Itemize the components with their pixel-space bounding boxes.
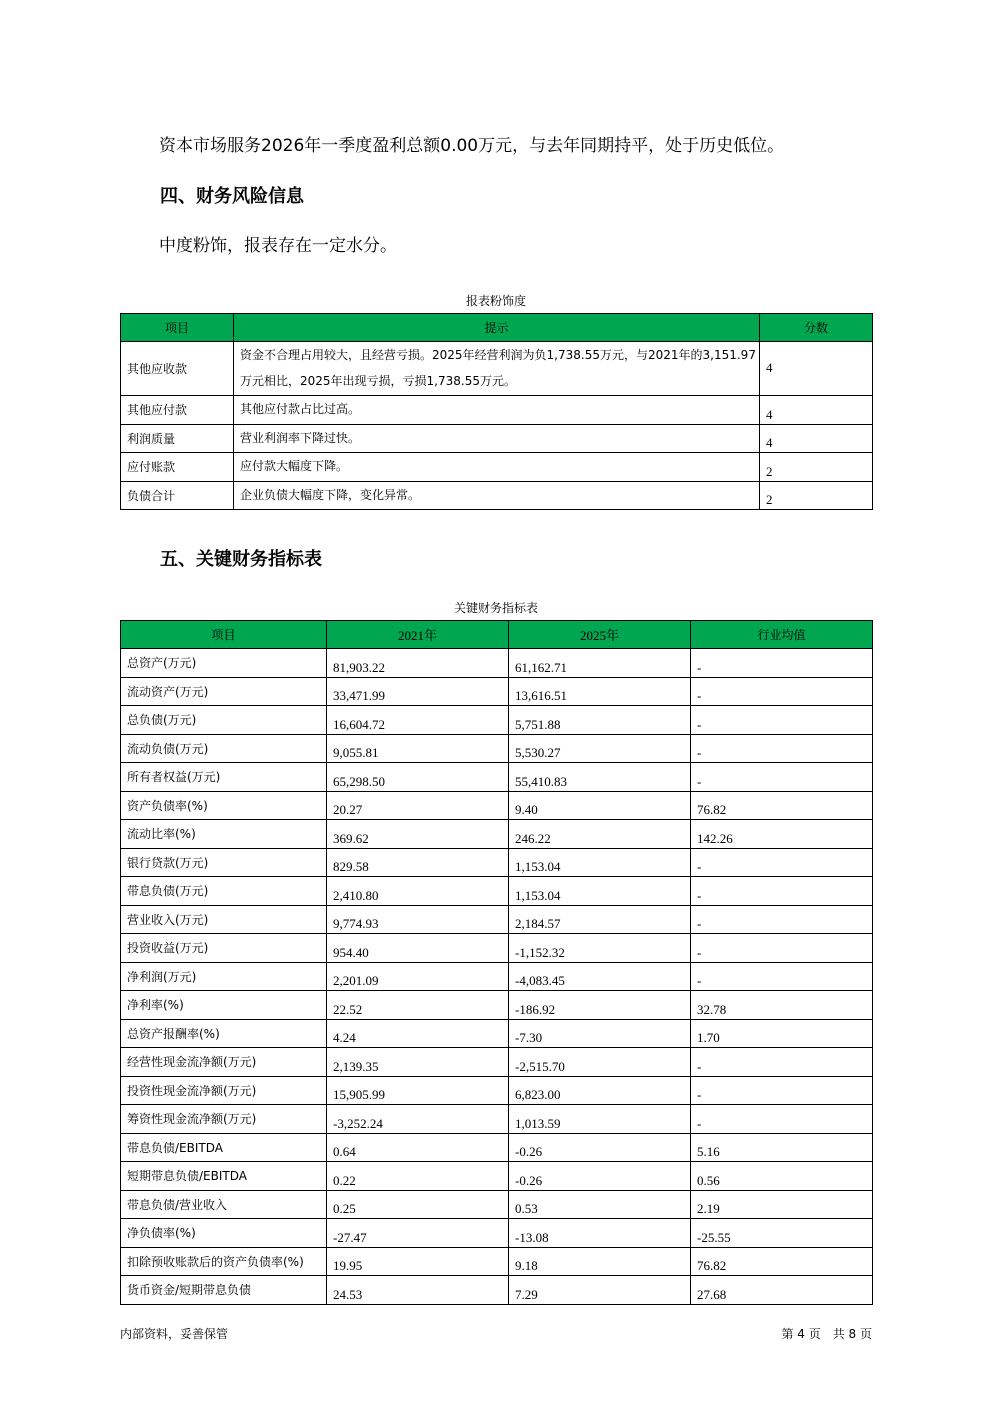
indicator-value-2025: -0.26 — [509, 1162, 691, 1191]
table-row — [121, 1219, 873, 1248]
table-row — [121, 991, 873, 1020]
indicator-value-2025: 5,751.88 — [509, 706, 691, 735]
indicator-value-2025: 61,162.71 — [509, 649, 691, 678]
indicator-value-2025: 7.29 — [509, 1276, 691, 1305]
indicator-industry-avg: 5.16 — [691, 1133, 873, 1162]
indicator-industry-avg: 76.82 — [691, 791, 873, 820]
table-row — [121, 1190, 873, 1219]
table-row — [121, 877, 873, 906]
indicator-item: 带息负债(万元) — [121, 877, 327, 906]
indicator-item: 流动负债(万元) — [121, 734, 327, 763]
indicator-item: 资产负债率(%) — [121, 791, 327, 820]
indicator-industry-avg: - — [691, 734, 873, 763]
indicator-item: 净负债率(%) — [121, 1219, 327, 1248]
table-row — [121, 734, 873, 763]
section-5-heading: 五、关键财务指标表 — [160, 549, 322, 570]
indicator-value-2025: -7.30 — [509, 1019, 691, 1048]
indicator-industry-avg: - — [691, 848, 873, 877]
table-row — [121, 1276, 873, 1305]
indicator-item: 总负债(万元) — [121, 706, 327, 735]
indicator-value-2021: 0.64 — [327, 1133, 509, 1162]
indicator-item: 投资性现金流净额(万元) — [121, 1076, 327, 1105]
indicator-value-2021: 829.58 — [327, 848, 509, 877]
indicator-value-2025: 9.18 — [509, 1247, 691, 1276]
risk-item: 其他应收款 — [121, 342, 234, 396]
indicator-industry-avg: - — [691, 1048, 873, 1077]
indicator-value-2021: 9,055.81 — [327, 734, 509, 763]
risk-hint: 营业利润率下降过快。 — [234, 424, 760, 453]
risk-score: 2 — [760, 453, 873, 482]
indicator-value-2025: 55,410.83 — [509, 763, 691, 792]
table-row — [121, 1076, 873, 1105]
indicator-value-2021: 2,410.80 — [327, 877, 509, 906]
table-row — [121, 1019, 873, 1048]
table-row — [121, 424, 873, 453]
indicator-value-2025: -2,515.70 — [509, 1048, 691, 1077]
indicator-value-2021: 33,471.99 — [327, 677, 509, 706]
risk-score: 4 — [760, 342, 873, 396]
table-row — [121, 453, 873, 482]
indicator-industry-avg: 1.70 — [691, 1019, 873, 1048]
table-row — [121, 905, 873, 934]
risk-header-score: 分数 — [760, 314, 873, 342]
indicator-item: 营业收入(万元) — [121, 905, 327, 934]
indicator-item: 流动资产(万元) — [121, 677, 327, 706]
indicator-industry-avg: - — [691, 905, 873, 934]
risk-item: 利润质量 — [121, 424, 234, 453]
risk-header-item: 项目 — [121, 314, 234, 342]
footer-left: 内部资料，妥善保管 — [120, 1327, 229, 1341]
table-row — [121, 1048, 873, 1077]
table-row — [121, 396, 873, 425]
risk-table-caption: 报表粉饰度 — [465, 294, 526, 308]
risk-item: 其他应付款 — [121, 396, 234, 425]
indicator-industry-avg: - — [691, 649, 873, 678]
section-4-heading: 四、财务风险信息 — [160, 186, 304, 207]
indicator-industry-avg: - — [691, 1105, 873, 1134]
risk-hint: 资金不合理占用较大，且经营亏损。2025年经营利润为负1,738.55万元，与2021年的3,151.97万元相比，2025年出现亏损，亏损1,738.55万元。 — [234, 342, 760, 396]
indicator-industry-avg: - — [691, 763, 873, 792]
table-row — [121, 481, 873, 510]
indicator-item: 短期带息负债/EBITDA — [121, 1162, 327, 1191]
indicator-industry-avg: 2.19 — [691, 1190, 873, 1219]
table-row — [121, 706, 873, 735]
indicator-value-2021: 2,201.09 — [327, 962, 509, 991]
table-row — [121, 934, 873, 963]
risk-table-header-row — [121, 314, 873, 342]
indicator-value-2025: 9.40 — [509, 791, 691, 820]
indicator-industry-avg: 27.68 — [691, 1276, 873, 1305]
indicator-value-2021: 369.62 — [327, 820, 509, 849]
indicator-item: 筹资性现金流净额(万元) — [121, 1105, 327, 1134]
risk-summary: 中度粉饰，报表存在一定水分。 — [159, 236, 397, 256]
indicator-value-2021: 22.52 — [327, 991, 509, 1020]
indicator-item: 投资收益(万元) — [121, 934, 327, 963]
indicator-header-2021: 2021年 — [327, 621, 509, 649]
indicator-value-2021: 15,905.99 — [327, 1076, 509, 1105]
indicator-value-2021: 20.27 — [327, 791, 509, 820]
indicator-value-2025: 0.53 — [509, 1190, 691, 1219]
indicator-value-2025: 13,616.51 — [509, 677, 691, 706]
indicator-item: 带息负债/营业收入 — [121, 1190, 327, 1219]
indicator-value-2021: 0.22 — [327, 1162, 509, 1191]
indicator-industry-avg: - — [691, 1076, 873, 1105]
risk-hint: 其他应付款占比过高。 — [234, 396, 760, 425]
indicator-header-item: 项目 — [121, 621, 327, 649]
risk-score: 2 — [760, 481, 873, 510]
indicator-value-2025: 6,823.00 — [509, 1076, 691, 1105]
indicator-value-2025: -4,083.45 — [509, 962, 691, 991]
indicator-item: 净利润(万元) — [121, 962, 327, 991]
indicator-header-2025: 2025年 — [509, 621, 691, 649]
indicator-value-2021: 954.40 — [327, 934, 509, 963]
indicator-industry-avg: - — [691, 934, 873, 963]
indicator-value-2025: 1,153.04 — [509, 877, 691, 906]
indicator-industry-avg: - — [691, 677, 873, 706]
indicator-table-caption: 关键财务指标表 — [453, 601, 538, 615]
indicator-table-header-row — [121, 621, 873, 649]
indicator-table — [120, 620, 873, 1305]
risk-item: 应付账款 — [121, 453, 234, 482]
indicator-header-industry-avg: 行业均值 — [691, 621, 873, 649]
risk-table — [120, 313, 873, 510]
indicator-item: 所有者权益(万元) — [121, 763, 327, 792]
risk-hint: 应付款大幅度下降。 — [234, 453, 760, 482]
table-row — [121, 962, 873, 991]
indicator-industry-avg: - — [691, 962, 873, 991]
risk-item: 负债合计 — [121, 481, 234, 510]
table-row — [121, 1247, 873, 1276]
indicator-value-2021: 19.95 — [327, 1247, 509, 1276]
indicator-industry-avg: - — [691, 877, 873, 906]
risk-score: 4 — [760, 396, 873, 425]
indicator-value-2021: 2,139.35 — [327, 1048, 509, 1077]
risk-header-hint: 提示 — [234, 314, 760, 342]
indicator-value-2021: -3,252.24 — [327, 1105, 509, 1134]
indicator-value-2021: 65,298.50 — [327, 763, 509, 792]
profit-paragraph: 资本市场服务2026年一季度盈利总额0.00万元，与去年同期持平，处于历史低位。 — [159, 136, 785, 156]
risk-score: 4 — [760, 424, 873, 453]
indicator-industry-avg: 142.26 — [691, 820, 873, 849]
indicator-value-2025: -13.08 — [509, 1219, 691, 1248]
indicator-value-2021: -27.47 — [327, 1219, 509, 1248]
indicator-value-2025: 2,184.57 — [509, 905, 691, 934]
indicator-item: 银行贷款(万元) — [121, 848, 327, 877]
table-row — [121, 791, 873, 820]
indicator-item: 总资产报酬率(%) — [121, 1019, 327, 1048]
indicator-industry-avg: 0.56 — [691, 1162, 873, 1191]
indicator-value-2021: 4.24 — [327, 1019, 509, 1048]
indicator-value-2021: 9,774.93 — [327, 905, 509, 934]
table-row — [121, 820, 873, 849]
table-row — [121, 763, 873, 792]
table-row — [121, 848, 873, 877]
indicator-value-2021: 24.53 — [327, 1276, 509, 1305]
indicator-industry-avg: 32.78 — [691, 991, 873, 1020]
table-row — [121, 1162, 873, 1191]
table-row — [121, 649, 873, 678]
indicator-value-2025: -186.92 — [509, 991, 691, 1020]
indicator-item: 净利率(%) — [121, 991, 327, 1020]
indicator-value-2025: 5,530.27 — [509, 734, 691, 763]
table-row — [121, 342, 873, 396]
indicator-value-2021: 16,604.72 — [327, 706, 509, 735]
footer-page-number: 第 4 页 共 8 页 — [781, 1327, 872, 1341]
indicator-industry-avg: - — [691, 706, 873, 735]
table-row — [121, 1133, 873, 1162]
indicator-item: 带息负债/EBITDA — [121, 1133, 327, 1162]
indicator-item: 扣除预收账款后的资产负债率(%) — [121, 1247, 327, 1276]
table-row — [121, 677, 873, 706]
indicator-value-2025: 1,013.59 — [509, 1105, 691, 1134]
indicator-value-2025: 1,153.04 — [509, 848, 691, 877]
indicator-value-2025: -0.26 — [509, 1133, 691, 1162]
indicator-value-2021: 0.25 — [327, 1190, 509, 1219]
indicator-value-2025: 246.22 — [509, 820, 691, 849]
indicator-item: 流动比率(%) — [121, 820, 327, 849]
indicator-item: 经营性现金流净额(万元) — [121, 1048, 327, 1077]
table-row — [121, 1105, 873, 1134]
indicator-value-2025: -1,152.32 — [509, 934, 691, 963]
indicator-industry-avg: -25.55 — [691, 1219, 873, 1248]
indicator-industry-avg: 76.82 — [691, 1247, 873, 1276]
indicator-value-2021: 81,903.22 — [327, 649, 509, 678]
risk-hint: 企业负债大幅度下降，变化异常。 — [234, 481, 760, 510]
indicator-item: 总资产(万元) — [121, 649, 327, 678]
indicator-item: 货币资金/短期带息负债 — [121, 1276, 327, 1305]
